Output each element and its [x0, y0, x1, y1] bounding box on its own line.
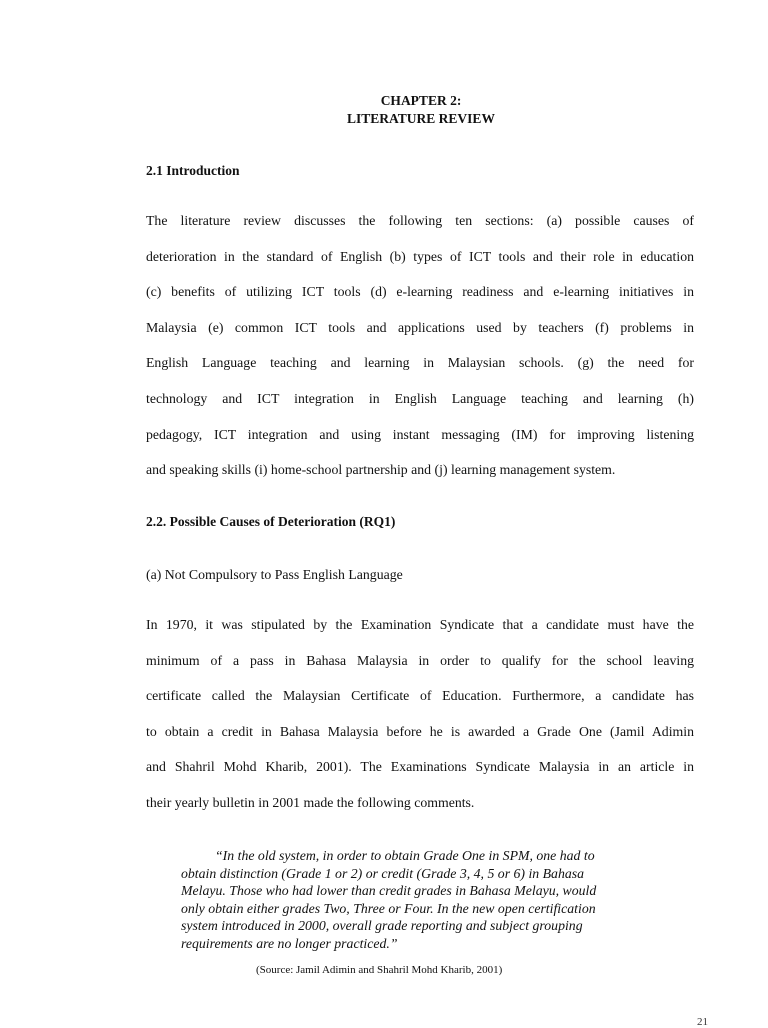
- paragraph-line: (c) benefits of utilizing ICT tools (d) e-learning readiness and e-learning initiatives in: [146, 284, 694, 300]
- section-heading-possible-causes: 2.2. Possible Causes of Deterioration (RQ1): [146, 514, 396, 529]
- paragraph-line: and Shahril Mohd Kharib, 2001). The Examinations Syndicate Malaysia in an article in: [146, 759, 694, 775]
- paragraph-line: Malaysia (e) common ICT tools and applications used by teachers (f) problems in: [146, 319, 694, 335]
- paragraph-line: The literature review discusses the following ten sections: (a) possible causes of: [146, 213, 694, 228]
- quote-line: obtain distinction (Grade 1 or 2) or credit (Grade 3, 4, 5 or 6) in Bahasa: [181, 865, 585, 881]
- paragraph-line: certificate called the Malaysian Certificate of Education. Furthermore, a candidate has: [146, 688, 694, 704]
- quote-source: (Source: Jamil Adimin and Shahril Mohd Kharib, 2001): [256, 964, 503, 976]
- page-number: 21: [697, 1016, 708, 1028]
- chapter-title: LITERATURE REVIEW: [347, 111, 495, 126]
- chapter-number: CHAPTER 2:: [380, 93, 462, 108]
- quote-line: “In the old system, in order to obtain Grade One in SPM, one had to: [215, 848, 595, 863]
- quote-line: requirements are no longer practiced.”: [181, 936, 398, 951]
- subsection-heading-a: (a) Not Compulsory to Pass English Language: [146, 567, 403, 582]
- paragraph-line: minimum of a pass in Bahasa Malaysia in order to qualify for the school leaving: [146, 652, 694, 668]
- quote-line: Melayu. Those who had lower than credit grades in Bahasa Melayu, would: [181, 883, 597, 899]
- quote-line: system introduced in 2000, overall grade reporting and subject grouping: [181, 918, 583, 934]
- paragraph-line: pedagogy, ICT integration and using instant messaging (IM) for improving listening: [146, 426, 694, 442]
- paragraph-line: to obtain a credit in Bahasa Malaysia before he is awarded a Grade One (Jamil Adimin: [146, 723, 694, 739]
- section-heading-introduction: 2.1 Introduction: [146, 163, 240, 178]
- paragraph-line: technology and ICT integration in English Language teaching and learning (h): [146, 391, 694, 406]
- paragraph-line: deterioration in the standard of English (b) types of ICT tools and their role in education: [146, 248, 694, 264]
- chapter-heading: [0, 92, 768, 128]
- paragraph-line: and speaking skills (i) home-school partnership and (j) learning management system.: [146, 462, 616, 478]
- paragraph-line: English Language teaching and learning in Malaysian schools. (g) the need for: [146, 355, 694, 371]
- paragraph-line: In 1970, it was stipulated by the Examination Syndicate that a candidate must have the: [146, 617, 694, 632]
- quote-line: only obtain either grades Two, Three or Four. In the new open certification: [181, 900, 596, 916]
- paragraph-line: their yearly bulletin in 2001 made the following comments.: [146, 795, 475, 810]
